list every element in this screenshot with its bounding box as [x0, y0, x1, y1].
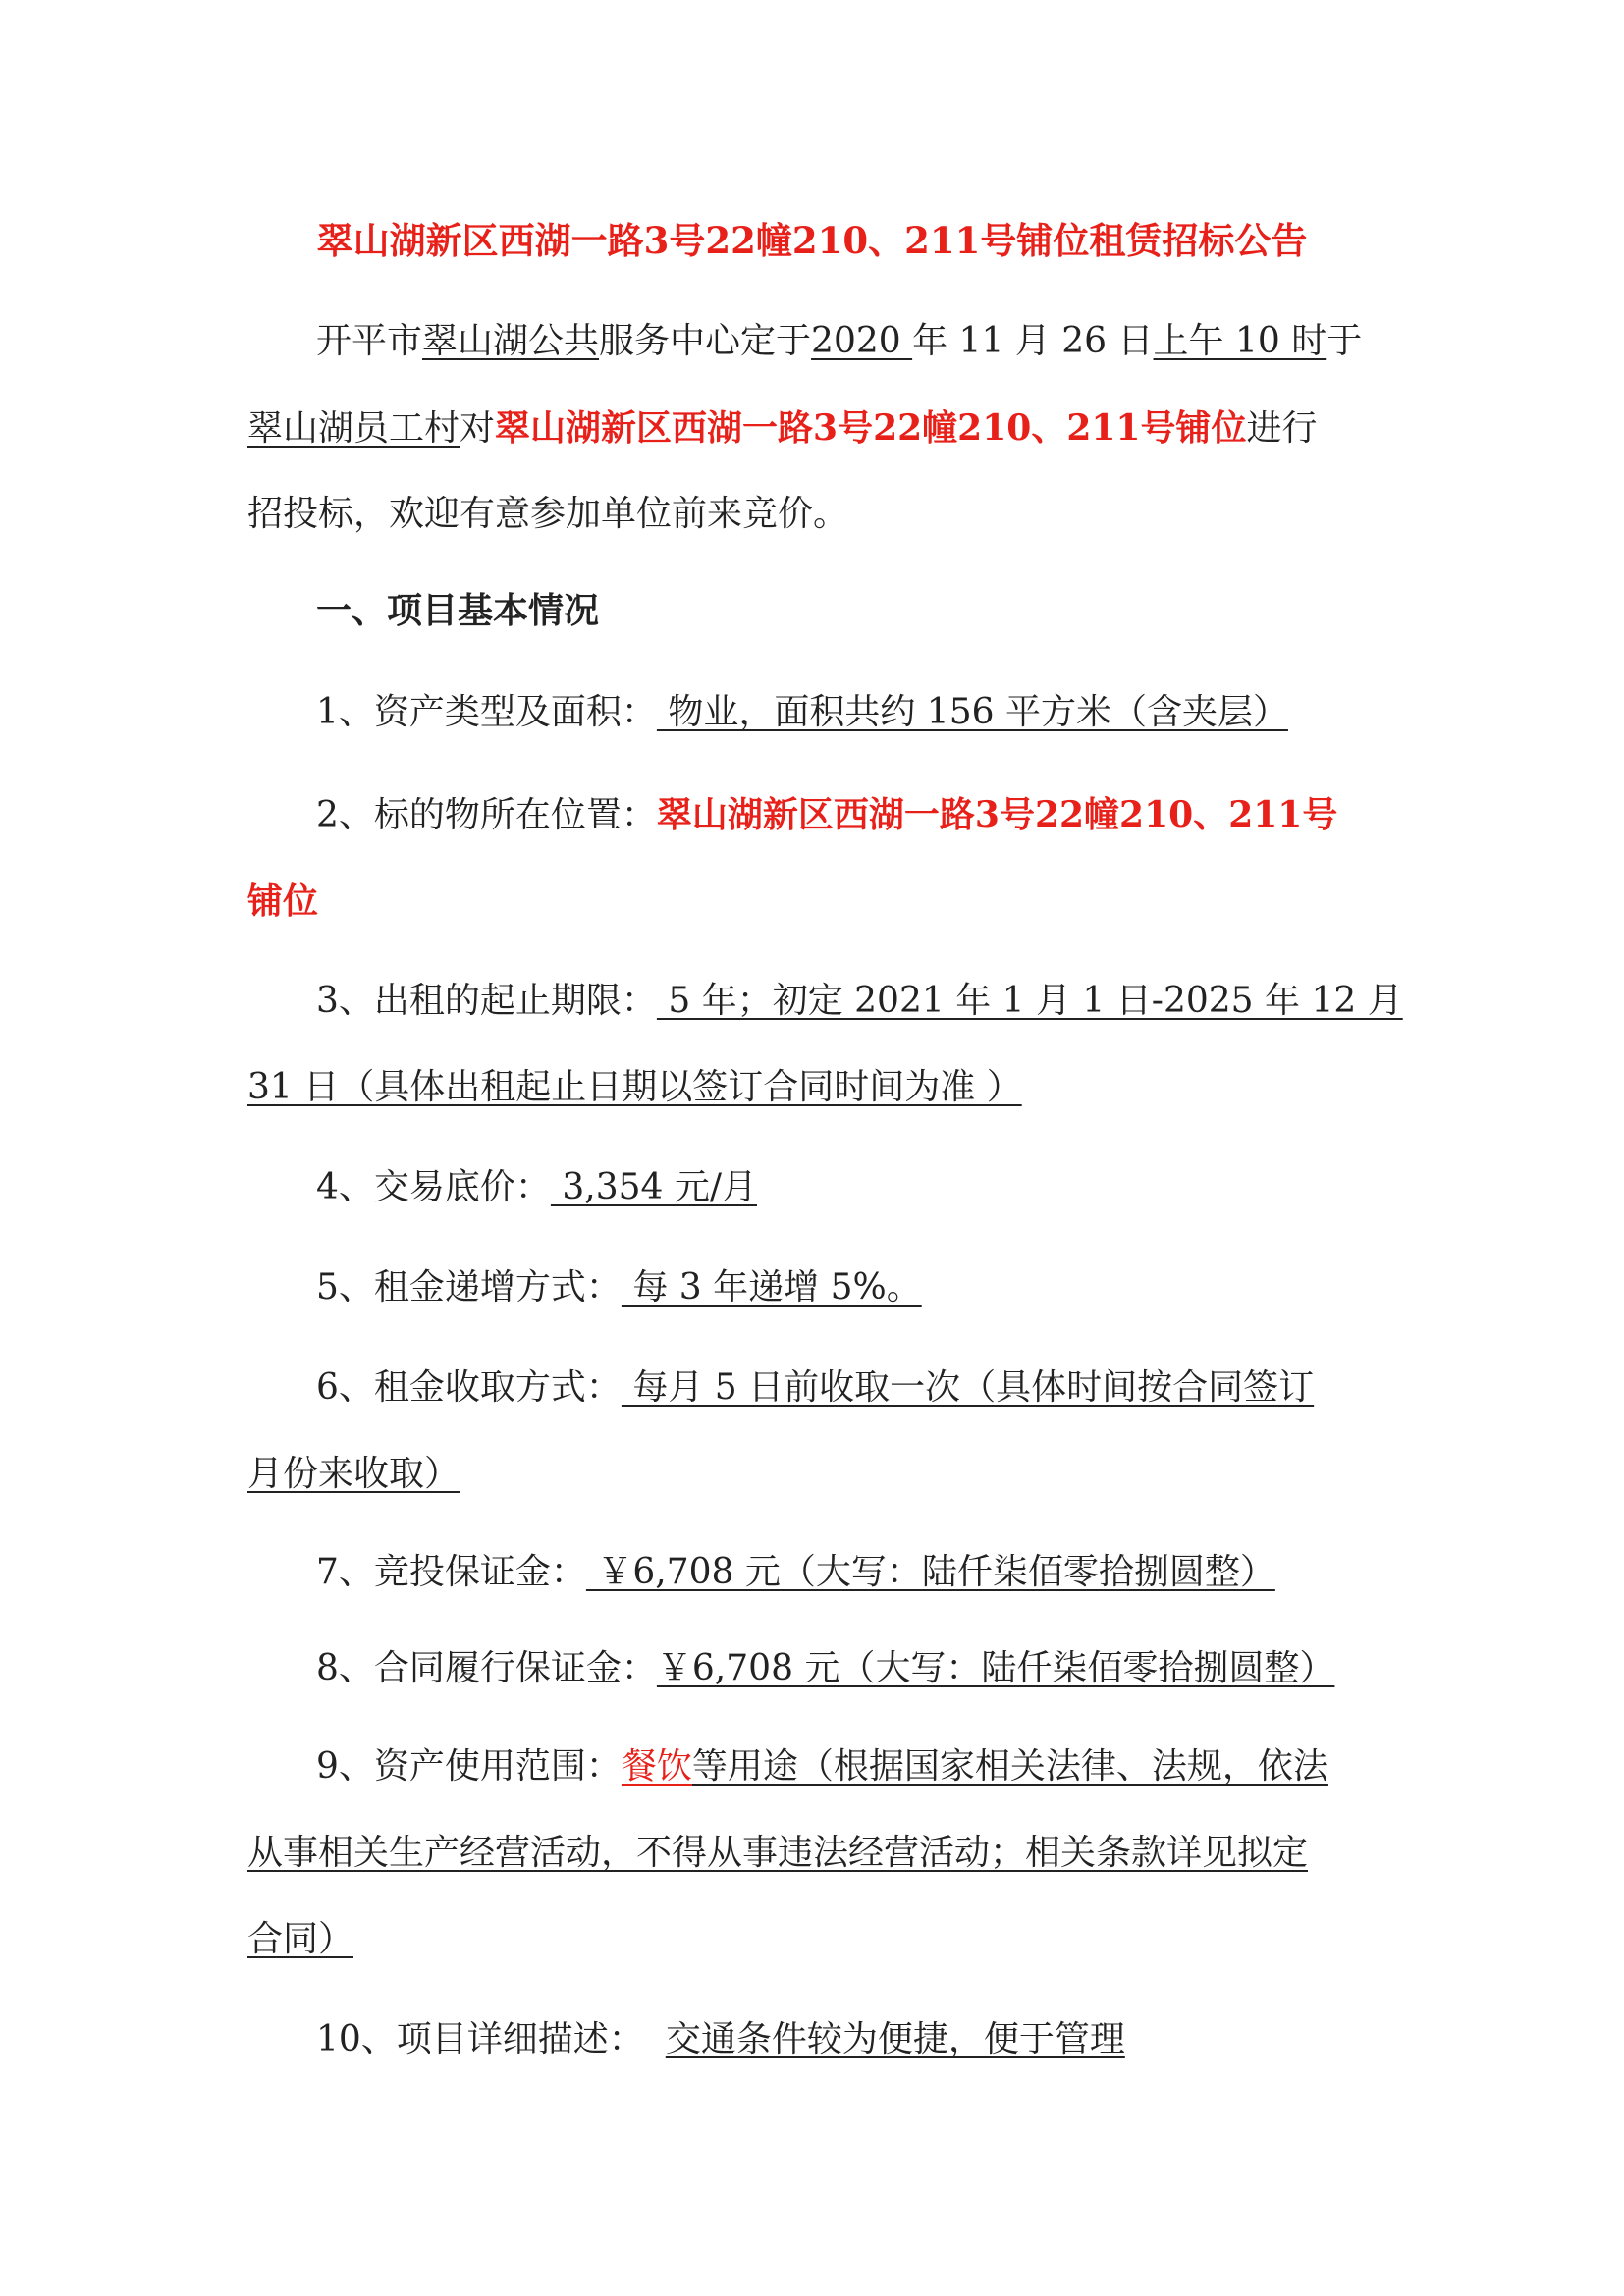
item-6: [316, 1364, 1314, 1412]
item-5-label: 5、租金递增方式：: [316, 1267, 622, 1308]
item-6-value-cont: 月份来收取）: [247, 1454, 460, 1494]
item-7-label: 7、竞投保证金：: [316, 1552, 586, 1592]
intro-jinxing: 进行: [1246, 408, 1318, 449]
intro-org: 翠山湖公共: [422, 321, 600, 361]
intro-city: 开平市: [316, 321, 423, 361]
intro-year: 2020: [811, 321, 913, 361]
item-4: [316, 1164, 757, 1211]
item-4-label: 4、交易底价：: [316, 1167, 551, 1207]
item-9-value-cont-1: 从事相关生产经营活动，不得从事违法经营活动；相关条款详见拟定: [247, 1833, 1309, 1873]
item-9-value: 等用途（根据国家相关法律、法规，依法: [691, 1746, 1328, 1787]
intro-line-2: [247, 404, 1318, 453]
item-2-label: 2、标的物所在位置：: [316, 795, 657, 835]
item-1: [316, 689, 1288, 736]
item-7-value: ￥6,708 元（大写：陆仟柒佰零拾捌圆整）: [585, 1552, 1275, 1592]
section-heading: 一、项目基本情况: [316, 590, 600, 631]
item-10-value: 交通条件较为便捷，便于管理: [665, 2019, 1125, 2059]
item-10: [316, 2016, 1125, 2063]
item-8: [316, 1645, 1334, 1692]
item-3-value: 5 年；初定 2021 年 1 月 1 日-2025 年 12 月: [656, 981, 1403, 1021]
intro-property: 翠山湖新区西湖一路3号22幢210、211号铺位: [495, 407, 1247, 449]
item-3-value-cont: 31 日（具体出租起止日期以签订合同时间为准 ）: [247, 1067, 1022, 1107]
item-3: [316, 978, 1403, 1025]
intro-line-3: 招投标，欢迎有意参加单位前来竞价。: [247, 494, 849, 534]
item-7: [316, 1549, 1275, 1596]
item-9-value-red: 餐饮: [621, 1746, 692, 1787]
item-5: [316, 1264, 922, 1311]
item-4-value: 3,354 元/月: [550, 1167, 757, 1207]
item-2-value-cont: 铺位: [247, 881, 319, 922]
item-3-label: 3、出租的起止期限：: [316, 981, 657, 1021]
intro-time: 上午 10 时: [1153, 321, 1327, 361]
item-1-value: 物业，面积共约 156 平方米（含夹层）: [656, 692, 1288, 732]
item-2: [316, 791, 1337, 839]
item-8-label: 8、合同履行保证金：: [316, 1648, 657, 1688]
document-title: 翠山湖新区西湖一路3号22幢210、211号铺位租赁招标公告: [316, 219, 1308, 262]
item-9-value-cont-2: 合同）: [247, 1919, 354, 1959]
intro-at: 于: [1326, 321, 1363, 361]
item-6-value: 每月 5 日前收取一次（具体时间按合同签订: [621, 1367, 1315, 1408]
item-9-label: 9、资产使用范围：: [316, 1746, 622, 1787]
item-8-value: ￥6,708 元（大写：陆仟柒佰零拾捌圆整）: [656, 1648, 1335, 1688]
item-5-value: 每 3 年递增 5%。: [621, 1267, 922, 1308]
item-6-label: 6、租金收取方式：: [316, 1367, 622, 1408]
item-2-value: 翠山湖新区西湖一路3号22幢210、211号: [656, 794, 1338, 835]
item-9: [316, 1743, 1328, 1790]
item-1-label: 1、资产类型及面积：: [316, 692, 657, 732]
intro-date: 年 11 月 26 日: [912, 321, 1154, 361]
item-10-label: 10、项目详细描述：: [316, 2019, 644, 2059]
intro-venue: 翠山湖员工村: [247, 408, 460, 449]
intro-line-1: [316, 318, 1362, 365]
intro-org-suffix: 服务中心定于: [599, 321, 812, 361]
intro-dui: 对: [460, 408, 496, 449]
